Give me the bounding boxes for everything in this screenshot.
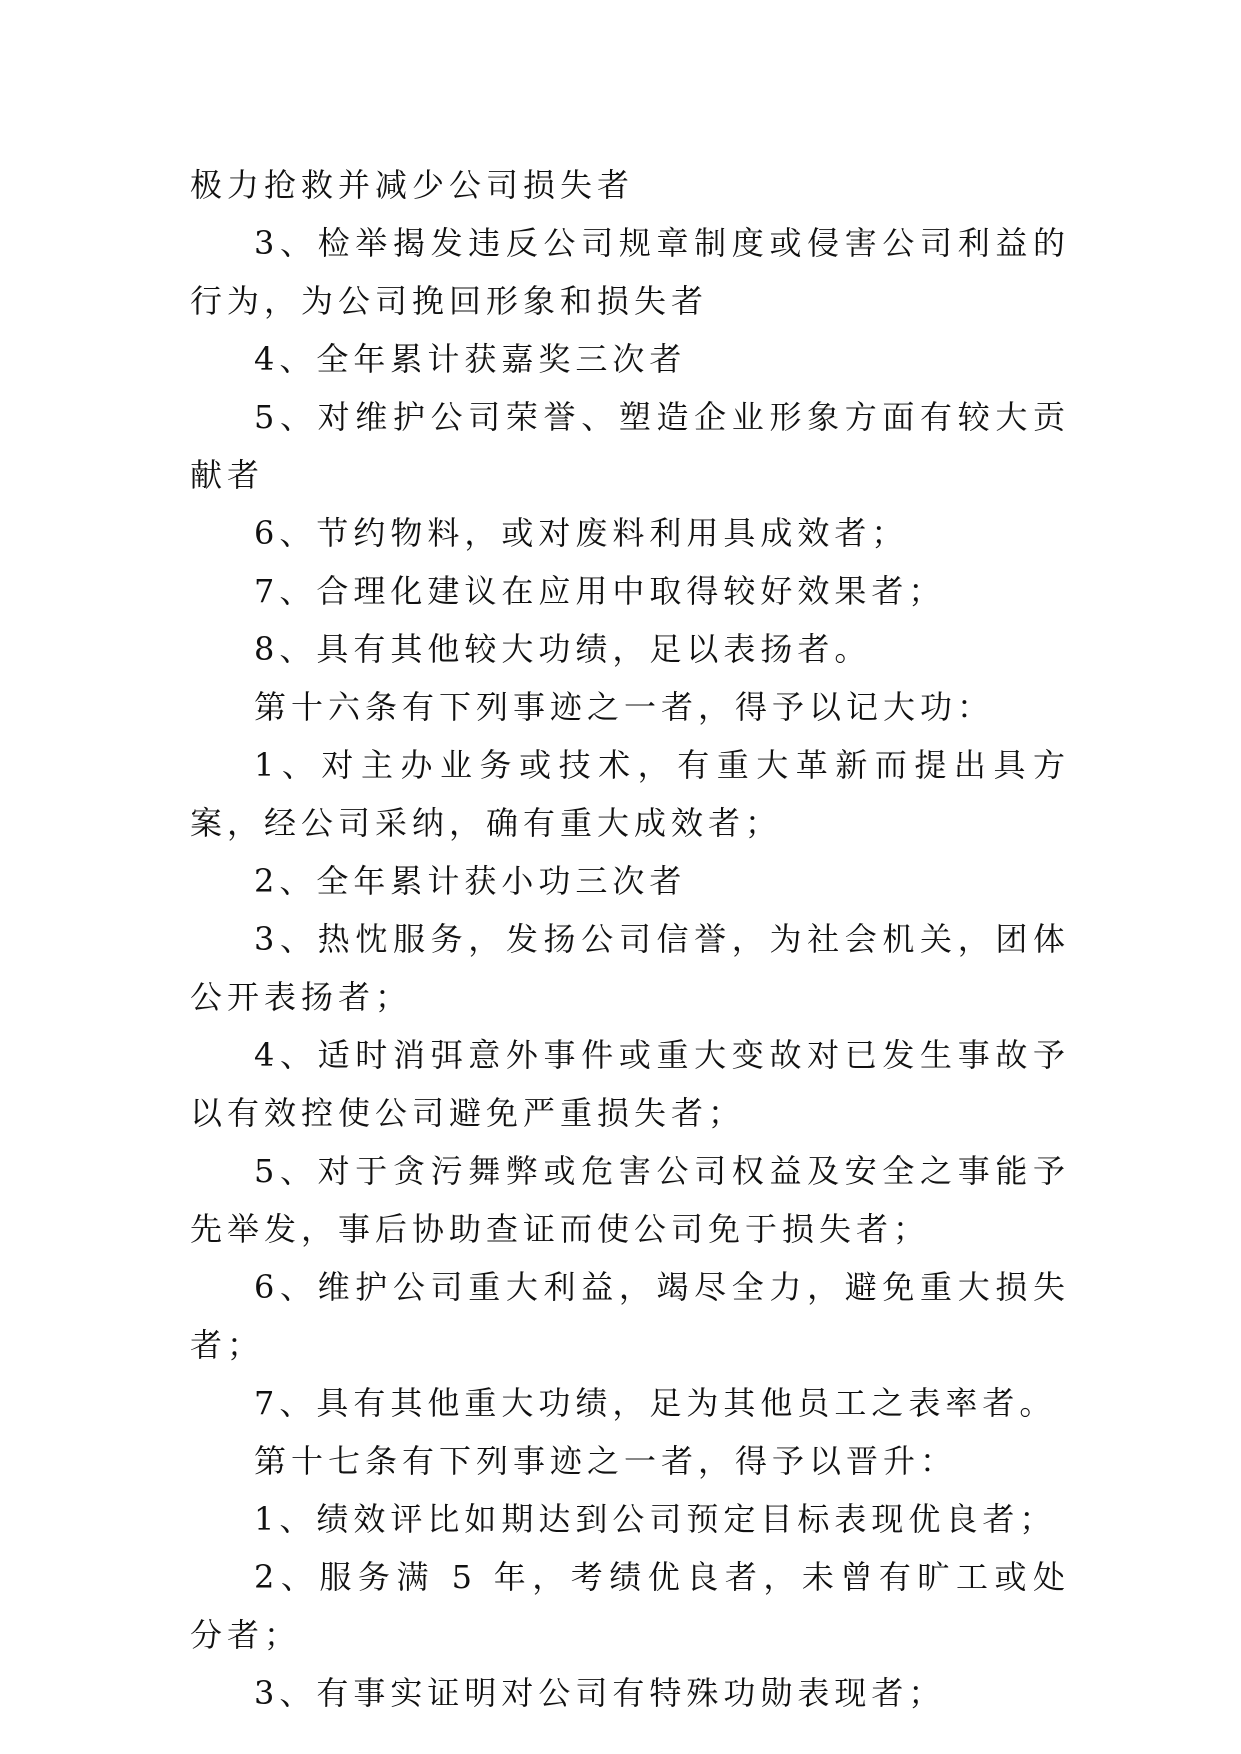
article-16-item-6: 6、维护公司重大利益，竭尽全力，避免重大损失者； — [190, 1268, 1070, 1364]
article-16-item-1: 1、对主办业务或技术，有重大革新而提出具方案，经公司采纳，确有重大成效者； — [190, 746, 1070, 842]
paragraph-item-6: 6、节约物料，或对废料利用具成效者； — [254, 514, 909, 552]
article-16-item-7: 7、具有其他重大功绩，足为其他员工之表率者。 — [254, 1384, 1057, 1422]
article-17-heading: 第十七条有下列事迹之一者，得予以晋升： — [254, 1442, 958, 1480]
paragraph-item-8: 8、具有其他较大功绩，足以表扬者。 — [254, 630, 872, 668]
paragraph-item-3: 3、检举揭发违反公司规章制度或侵害公司利益的行为，为公司挽回形象和损失者 — [190, 224, 1070, 320]
paragraph-item-4: 4、全年累计获嘉奖三次者 — [254, 340, 687, 378]
paragraph-item-5: 5、对维护公司荣誉、塑造企业形象方面有较大贡献者 — [190, 398, 1070, 494]
article-16-item-3: 3、热忱服务，发扬公司信誉，为社会机关，团体公开表扬者； — [190, 920, 1070, 1016]
paragraph-item-7: 7、合理化建议在应用中取得较好效果者； — [254, 572, 946, 610]
article-16-item-2: 2、全年累计获小功三次者 — [254, 862, 687, 900]
article-16-item-5: 5、对于贪污舞弊或危害公司权益及安全之事能予先举发，事后协助查证而使公司免于损失者； — [190, 1152, 1070, 1248]
document-body — [190, 156, 1070, 1722]
article-17-item-3: 3、有事实证明对公司有特殊功勋表现者； — [254, 1674, 946, 1712]
paragraph-continuation: 极力抢救并减少公司损失者 — [190, 166, 635, 204]
article-17-item-1: 1、绩效评比如期达到公司预定目标表现优良者； — [254, 1500, 1057, 1538]
article-16-heading: 第十六条有下列事迹之一者，得予以记大功： — [254, 688, 995, 726]
article-16-item-4: 4、适时消弭意外事件或重大变故对已发生事故予以有效控使公司避免严重损失者； — [190, 1036, 1070, 1132]
article-17-item-2: 2、服务满 5 年，考绩优良者，未曾有旷工或处分者； — [190, 1558, 1070, 1654]
